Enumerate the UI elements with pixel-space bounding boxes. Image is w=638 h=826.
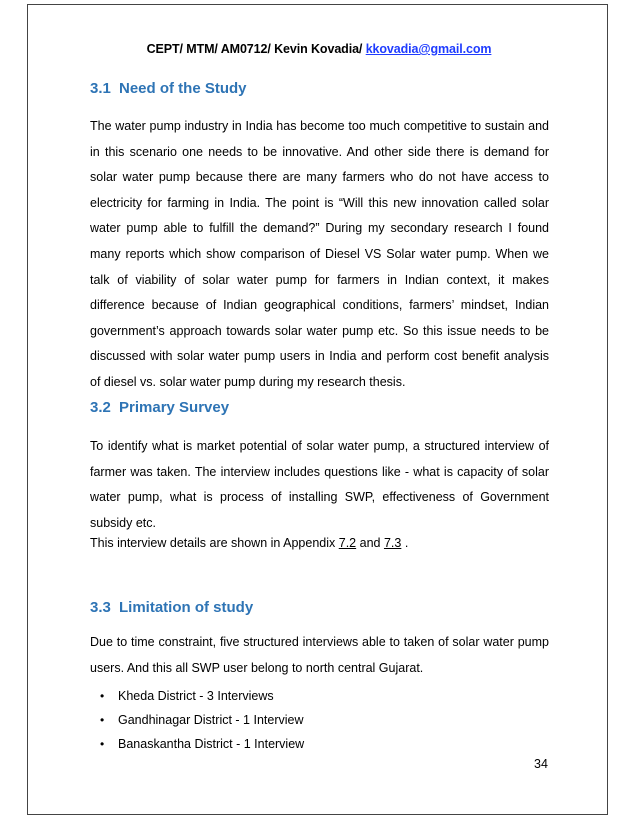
paragraph-limitation-of-study xyxy=(90,630,549,681)
text-line: talk of viability of solar water pump for farmers in Indian context, it makes xyxy=(90,272,549,287)
appendix-text: This interview details are shown in Appendix xyxy=(90,536,339,550)
text-line: The water pump industry in India has become too much competitive to sustain and xyxy=(90,119,549,133)
interview-district-list xyxy=(100,684,304,756)
section-heading-primary-survey xyxy=(90,399,229,416)
section-title: Primary Survey xyxy=(119,399,230,416)
text-line: farmer was taken. The interview includes questions like - what is capacity of solar xyxy=(90,464,549,479)
list-item-text: Gandhinagar District - 1 Interview xyxy=(118,713,304,727)
text-line: many reports which show comparison of Diesel VS Solar water pump. When we xyxy=(90,246,549,261)
list-item-text: Banaskantha District - 1 Interview xyxy=(118,737,305,751)
appendix-and: and xyxy=(356,536,384,550)
bullet-icon: • xyxy=(100,713,105,727)
section-heading-need-of-study xyxy=(90,80,247,97)
section-number: 3.1 xyxy=(90,80,111,97)
paragraph-appendix-reference xyxy=(90,531,549,557)
header-email-link[interactable]: kkovadia@gmail.com xyxy=(365,42,492,56)
section-number: 3.3 xyxy=(90,599,111,616)
page-header xyxy=(0,42,638,56)
page-number: 34 xyxy=(534,757,548,771)
section-title: Need of the Study xyxy=(119,80,247,97)
appendix-link-7-3[interactable]: 7.3 xyxy=(383,536,402,550)
paragraph-primary-survey xyxy=(90,434,549,536)
list-item-text: Kheda District - 3 Interviews xyxy=(118,689,274,703)
appendix-end: . xyxy=(401,536,409,550)
text-line: discussed with solar water pump users in India and perform cost benefit analysis xyxy=(90,349,549,364)
text-line: Due to time constraint, five structured interviews able to taken of solar water pump xyxy=(90,635,549,649)
section-title: Limitation of study xyxy=(119,599,254,616)
text-line: of diesel vs. solar water pump during my research thesis. xyxy=(90,374,406,389)
text-line: users. And this all SWP user belong to north central Gujarat. xyxy=(90,660,424,675)
section-number: 3.2 xyxy=(90,399,111,416)
text-line: water pump able to fulfill the demand?” During my secondary research I found xyxy=(90,221,549,236)
header-text: CEPT/ MTM/ AM0712/ Kevin Kovadia/ xyxy=(146,42,366,56)
text-line: subsidy etc. xyxy=(90,515,157,530)
section-heading-limitation-of-study xyxy=(90,599,253,616)
text-line: To identify what is market potential of solar water pump, a structured interview of xyxy=(90,439,549,453)
text-line: water pump, what is process of installing SWP, effectiveness of Government xyxy=(90,490,549,505)
list-item xyxy=(100,732,304,756)
bullet-icon: • xyxy=(100,689,105,703)
text-line: electricity for farming in India. The point is “Will this new innovation called solar xyxy=(90,195,549,210)
text-line: government’s approach towards solar water pump etc. So this issue needs to be xyxy=(90,323,549,338)
appendix-link-7-2[interactable]: 7.2 xyxy=(338,536,357,550)
list-item xyxy=(100,708,304,732)
bullet-icon: • xyxy=(100,737,105,751)
list-item xyxy=(100,684,304,708)
text-line: difference because of Indian geographical conditions, farmers’ mindset, Indian xyxy=(90,298,549,313)
text-line: in this scenario one needs to be innovative. And other side there is demand for xyxy=(90,144,549,159)
paragraph-need-of-study xyxy=(90,114,549,396)
text-line: solar water pump because there are many farmers who do not have access to xyxy=(90,170,549,185)
